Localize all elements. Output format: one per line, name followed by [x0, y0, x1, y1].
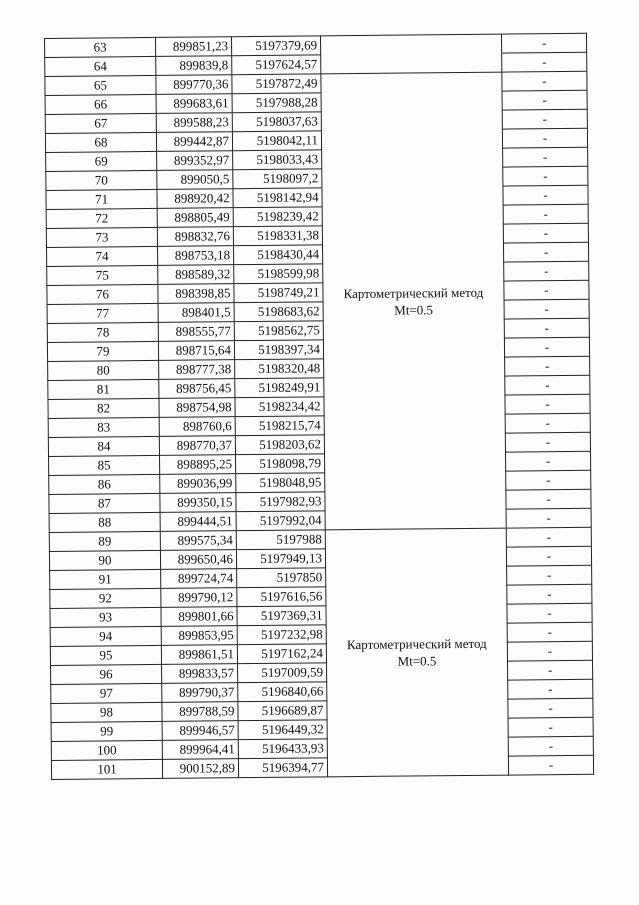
- point-number-cell: 64: [45, 56, 156, 76]
- point-number-cell: 69: [46, 151, 157, 171]
- dash-cell: -: [508, 755, 593, 775]
- y-coordinate-cell: 5198033,43: [233, 150, 322, 170]
- x-coordinate-cell: 898715,64: [158, 341, 234, 361]
- coordinates-table: [44, 33, 594, 780]
- y-coordinate-cell: 5197162,24: [237, 644, 326, 664]
- y-coordinate-cell: 5197009,59: [238, 663, 327, 683]
- x-coordinate-cell: 898753,18: [158, 246, 234, 266]
- y-coordinate-cell: 5197850: [237, 568, 326, 588]
- dash-cell: -: [504, 318, 589, 338]
- dash-cell: -: [502, 109, 587, 129]
- dash-cell: -: [504, 280, 589, 300]
- y-coordinate-cell: 5196840,66: [238, 682, 327, 702]
- dash-cell: -: [506, 489, 591, 509]
- point-number-cell: 80: [48, 360, 159, 380]
- dash-cell: -: [507, 622, 592, 642]
- point-number-cell: 96: [51, 664, 162, 684]
- x-coordinate-cell: 899946,57: [162, 721, 238, 741]
- dash-cell: -: [508, 698, 593, 718]
- x-coordinate-cell: 899724,74: [161, 569, 237, 589]
- y-coordinate-cell: 5198215,74: [235, 416, 324, 436]
- dash-cell: -: [505, 375, 590, 395]
- point-number-cell: 89: [49, 531, 160, 551]
- y-coordinate-cell: 5198683,62: [234, 302, 323, 322]
- x-coordinate-cell: 899839,8: [156, 56, 232, 76]
- dash-cell: -: [503, 242, 588, 262]
- x-coordinate-cell: 899588,23: [156, 113, 232, 133]
- dash-cell: -: [501, 33, 586, 53]
- point-number-cell: 88: [49, 512, 160, 532]
- x-coordinate-cell: 899833,57: [162, 664, 238, 684]
- y-coordinate-cell: 5198749,21: [234, 283, 323, 303]
- y-coordinate-cell: 5197988: [236, 530, 325, 550]
- point-number-cell: 91: [50, 569, 161, 589]
- dash-cell: -: [507, 584, 592, 604]
- point-number-cell: 100: [51, 740, 162, 760]
- x-coordinate-cell: 898777,38: [159, 360, 235, 380]
- dash-cell: -: [502, 90, 587, 110]
- dash-cell: -: [508, 660, 593, 680]
- y-coordinate-cell: 5197379,69: [231, 36, 320, 56]
- method-cell: [325, 528, 508, 777]
- point-number-cell: 86: [49, 474, 160, 494]
- point-number-cell: 81: [48, 379, 159, 399]
- y-coordinate-cell: 5198142,94: [233, 188, 322, 208]
- y-coordinate-cell: 5198239,42: [233, 207, 322, 227]
- point-number-cell: 99: [51, 721, 162, 741]
- y-coordinate-cell: 5198048,95: [236, 473, 325, 493]
- y-coordinate-cell: 5197616,56: [237, 587, 326, 607]
- dash-cell: -: [503, 223, 588, 243]
- method-cell: [321, 72, 506, 530]
- dash-cell: -: [502, 71, 587, 91]
- x-coordinate-cell: 898770,37: [159, 436, 235, 456]
- x-coordinate-cell: 898401,5: [158, 303, 234, 323]
- y-coordinate-cell: 5197232,98: [237, 625, 326, 645]
- x-coordinate-cell: 899036,99: [160, 474, 236, 494]
- point-number-cell: 71: [46, 189, 157, 209]
- y-coordinate-cell: 5197992,04: [236, 511, 325, 531]
- y-coordinate-cell: 5197624,57: [232, 55, 321, 75]
- x-coordinate-cell: 898832,76: [157, 227, 233, 247]
- dash-cell: -: [508, 717, 593, 737]
- x-coordinate-cell: 899442,87: [156, 132, 232, 152]
- dash-cell: -: [504, 299, 589, 319]
- y-coordinate-cell: 5198234,42: [235, 397, 324, 417]
- dash-cell: -: [502, 128, 587, 148]
- point-number-cell: 95: [50, 645, 161, 665]
- dash-cell: -: [505, 394, 590, 414]
- x-coordinate-cell: 898589,32: [158, 265, 234, 285]
- y-coordinate-cell: 5197872,49: [232, 74, 321, 94]
- point-number-cell: 78: [47, 322, 158, 342]
- method-cell-empty: [320, 34, 501, 55]
- point-number-cell: 84: [48, 436, 159, 456]
- y-coordinate-cell: 5198430,44: [234, 245, 323, 265]
- y-coordinate-cell: 5198599,98: [234, 264, 323, 284]
- y-coordinate-cell: 5196433,93: [238, 739, 327, 759]
- y-coordinate-cell: 5198397,34: [234, 340, 323, 360]
- point-number-cell: 73: [46, 227, 157, 247]
- point-number-cell: 77: [47, 303, 158, 323]
- point-number-cell: 76: [47, 284, 158, 304]
- method-name: Картометрический метод: [346, 635, 487, 653]
- dash-cell: -: [505, 432, 590, 452]
- point-number-cell: 82: [48, 398, 159, 418]
- point-number-cell: 97: [51, 683, 162, 703]
- dash-cell: -: [505, 356, 590, 376]
- y-coordinate-cell: 5197988,28: [232, 93, 321, 113]
- point-number-cell: 87: [49, 493, 160, 513]
- x-coordinate-cell: 898398,85: [158, 284, 234, 304]
- dash-cell: -: [505, 413, 590, 433]
- method-accuracy: Mt=0.5: [394, 301, 434, 318]
- y-coordinate-cell: 5196689,87: [238, 701, 327, 721]
- method-accuracy: Mt=0.5: [397, 653, 437, 669]
- y-coordinate-cell: 5196394,77: [238, 758, 327, 778]
- y-coordinate-cell: 5197369,31: [237, 606, 326, 626]
- x-coordinate-cell: 899352,97: [157, 151, 233, 171]
- method-cell-empty: [321, 53, 502, 74]
- y-coordinate-cell: 5198037,63: [232, 112, 321, 132]
- point-number-cell: 68: [45, 132, 156, 152]
- y-coordinate-cell: 5198562,75: [234, 321, 323, 341]
- x-coordinate-cell: 898754,98: [159, 398, 235, 418]
- dash-cell: -: [505, 451, 590, 471]
- x-coordinate-cell: 899801,66: [161, 607, 237, 627]
- point-number-cell: 90: [49, 550, 160, 570]
- x-coordinate-cell: 898760,6: [159, 417, 235, 437]
- point-number-cell: 72: [46, 208, 157, 228]
- point-number-cell: 92: [50, 588, 161, 608]
- y-coordinate-cell: 5197982,93: [236, 492, 325, 512]
- x-coordinate-cell: 898555,77: [158, 322, 234, 342]
- point-number-cell: 67: [45, 113, 156, 133]
- point-number-cell: 85: [49, 455, 160, 475]
- x-coordinate-cell: 898756,45: [159, 379, 235, 399]
- point-number-cell: 75: [47, 265, 158, 285]
- x-coordinate-cell: 899650,46: [160, 550, 236, 570]
- y-coordinate-cell: 5198203,62: [235, 435, 324, 455]
- y-coordinate-cell: 5198249,91: [235, 378, 324, 398]
- dash-cell: -: [506, 527, 591, 547]
- dash-cell: -: [503, 166, 588, 186]
- dash-cell: -: [503, 185, 588, 205]
- x-coordinate-cell: 899444,51: [160, 512, 236, 532]
- x-coordinate-cell: 899851,23: [155, 37, 231, 57]
- y-coordinate-cell: 5198320,48: [235, 359, 324, 379]
- x-coordinate-cell: 898895,25: [160, 455, 236, 475]
- point-number-cell: 79: [47, 341, 158, 361]
- y-coordinate-cell: 5198097,2: [233, 169, 322, 189]
- x-coordinate-cell: 899790,12: [161, 588, 237, 608]
- x-coordinate-cell: 899770,36: [156, 75, 232, 95]
- dash-cell: -: [504, 261, 589, 281]
- x-coordinate-cell: 899575,34: [160, 531, 236, 551]
- x-coordinate-cell: 899050,5: [157, 170, 233, 190]
- point-number-cell: 98: [51, 702, 162, 722]
- y-coordinate-cell: 5198042,11: [232, 131, 321, 151]
- x-coordinate-cell: 899964,41: [162, 740, 238, 760]
- dash-cell: -: [506, 470, 591, 490]
- point-number-cell: 94: [50, 626, 161, 646]
- x-coordinate-cell: 899790,37: [162, 683, 238, 703]
- dash-cell: -: [503, 204, 588, 224]
- dash-cell: -: [506, 546, 591, 566]
- point-number-cell: 101: [51, 759, 162, 779]
- dash-cell: -: [502, 52, 587, 72]
- y-coordinate-cell: 5196449,32: [238, 720, 327, 740]
- dash-cell: -: [506, 508, 591, 528]
- x-coordinate-cell: 899683,61: [156, 94, 232, 114]
- dash-cell: -: [508, 736, 593, 756]
- y-coordinate-cell: 5197949,13: [236, 549, 325, 569]
- point-number-cell: 70: [46, 170, 157, 190]
- dash-cell: -: [504, 337, 589, 357]
- point-number-cell: 66: [45, 94, 156, 114]
- point-number-cell: 63: [45, 37, 156, 57]
- point-number-cell: 74: [47, 246, 158, 266]
- table-row: [51, 755, 593, 779]
- y-coordinate-cell: 5198331,38: [233, 226, 322, 246]
- method-name: Картометрический метод: [343, 284, 484, 301]
- point-number-cell: 93: [50, 607, 161, 627]
- x-coordinate-cell: 898920,42: [157, 189, 233, 209]
- point-number-cell: 83: [48, 417, 159, 437]
- dash-cell: -: [508, 679, 593, 699]
- dash-cell: -: [507, 641, 592, 661]
- dash-cell: -: [507, 565, 592, 585]
- x-coordinate-cell: 899788,59: [162, 702, 238, 722]
- dash-cell: -: [507, 603, 592, 623]
- x-coordinate-cell: 899350,15: [160, 493, 236, 513]
- dash-cell: -: [503, 147, 588, 167]
- y-coordinate-cell: 5198098,79: [236, 454, 325, 474]
- x-coordinate-cell: 899861,51: [161, 645, 237, 665]
- x-coordinate-cell: 900152,89: [162, 759, 238, 779]
- point-number-cell: 65: [45, 75, 156, 95]
- x-coordinate-cell: 898805,49: [157, 208, 233, 228]
- x-coordinate-cell: 899853,95: [161, 626, 237, 646]
- coordinates-table-body: [45, 33, 594, 779]
